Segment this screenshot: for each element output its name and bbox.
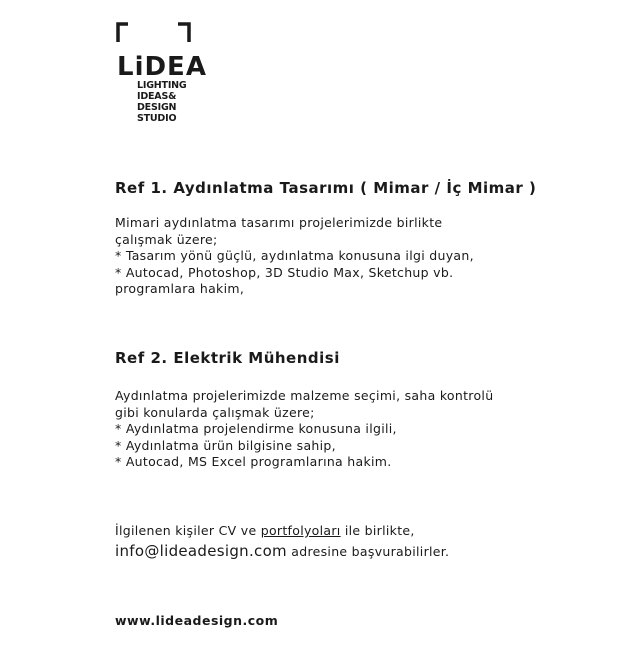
contact-suffix: ile birlikte, (344, 523, 415, 538)
logo-tagline-line: LIGHTING (137, 80, 187, 91)
logo-tagline (137, 80, 207, 124)
ref1-line: * Autocad, Photoshop, 3D Studio Max, Sketchup vb. (115, 264, 454, 280)
portfolio-link[interactable]: portfolyoları (260, 523, 341, 538)
ref1-line: çalışmak üzere; (115, 231, 218, 247)
ref1-title: Ref 1. Aydınlatma Tasarımı ( Mimar / İç Mimar ) (115, 179, 537, 197)
contact-line2-suffix: adresine başvurabilirler. (291, 544, 450, 559)
ref2-line: * Autocad, MS Excel programlarına hakim. (115, 454, 392, 469)
website-link[interactable]: www.lideadesign.com (115, 613, 279, 628)
logo-tagline-line: IDEAS& (137, 91, 177, 102)
logo-tagline-line: STUDIO (137, 113, 177, 124)
ref1-line: Mimari aydınlatma tasarımı projelerimizde birlikte (115, 215, 443, 230)
ref1-line: programlara hakim, (115, 281, 245, 296)
ref2-line: Aydınlatma projelerimizde malzeme seçimi, saha kontrolü (115, 388, 494, 403)
contact-info (115, 521, 535, 562)
logo-wordmark: LiDEA (117, 52, 207, 82)
ref1-description (115, 215, 535, 298)
ref2-line: * Aydınlatma projelendirme konusuna ilgili, (115, 421, 397, 436)
logo-tagline-line: DESIGN (137, 102, 177, 113)
ref2-line: gibi konularda çalışmak üzere; (115, 404, 315, 420)
logo-bracket-icon (116, 22, 196, 52)
lidea-logo (116, 22, 207, 126)
ref2-title: Ref 2. Elektrik Mühendisi (115, 349, 340, 367)
ref1-line: * Tasarım yönü güçlü, aydınlatma konusuna ilgi duyan, (115, 248, 474, 263)
email-link[interactable]: info@lideadesign.com (115, 542, 287, 560)
contact-prefix: İlgilenen kişiler CV ve (115, 523, 257, 538)
ref2-line: * Aydınlatma ürün bilgisine sahip, (115, 437, 336, 453)
ref2-description (115, 388, 535, 471)
